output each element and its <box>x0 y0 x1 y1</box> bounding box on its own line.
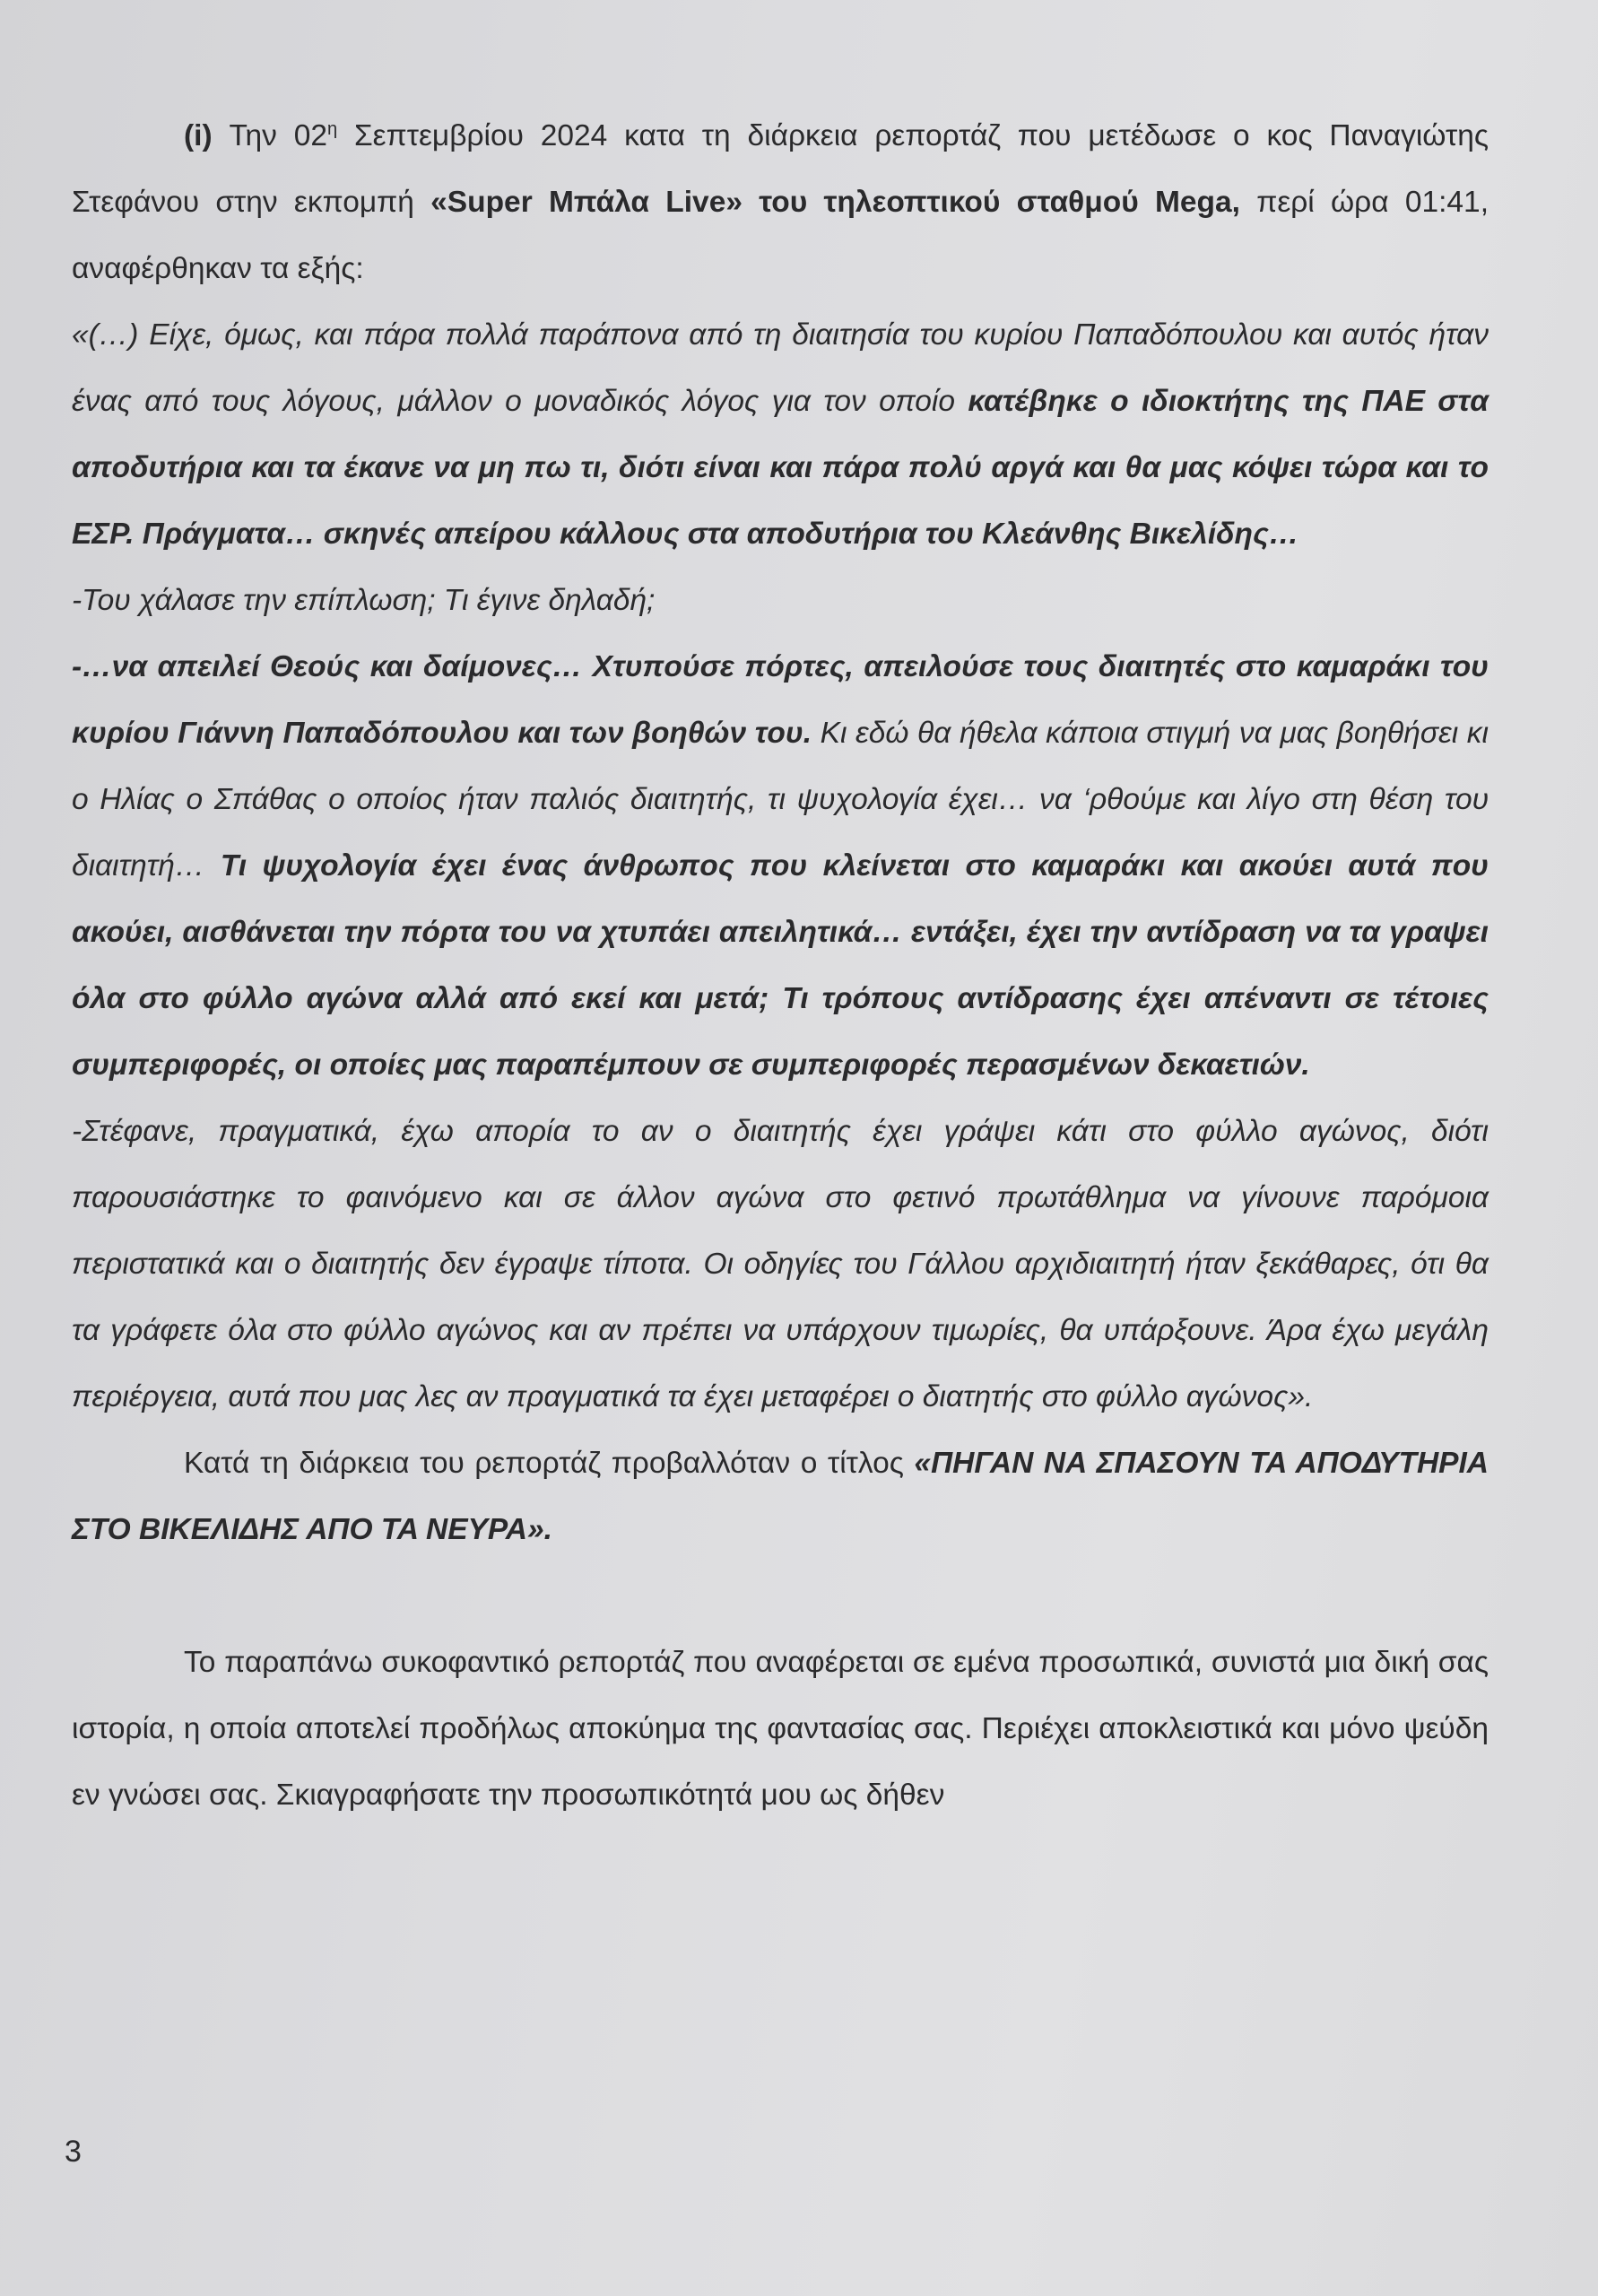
intro-text-b: Σεπτεμβρίου 2024 κατα τη διάρκεια ρεπορτάζ που μετέδωσε ο κος Παναγιώτης Στεφάνου στην εκπομπή <box>72 119 1489 219</box>
quote-paragraph-2 <box>72 568 1489 634</box>
broadcast-title: «ΠΗΓΑΝ ΝΑ ΣΠΑΣΟΥΝ ΤΑ ΑΠΟΔΥΤΗΡΙΑ ΣΤΟ ΒΙΚΕΛΙΔΗΣ ΑΠΟ ΤΑ ΝΕΥΡΑ». <box>72 1447 1489 1546</box>
quote-1-bold: κατέβηκε ο ιδιοκτήτης της ΠΑΕ στα αποδυτήρια και τα έκανε να μη πω τι, διότι είναι και πάρα πολύ αργά και θα μας κόψει τώρα και το ΕΣΡ. Πράγματα… σκηνές απείρου κάλλους στα αποδυτήρια του Κλεάνθης Βικελίδης… <box>72 385 1489 551</box>
closing-paragraph <box>72 1630 1489 1829</box>
quote-3-text: Κι εδώ θα ήθελα κάποια στιγμή να μας βοηθήσει κι ο Ηλίας ο Σπάθας ο οποίος ήταν παλιός διαιτητής, τι ψυχολογία έχει… να ‘ρθούμε και λίγο στη θέση του διαιτητή… <box>72 717 1489 883</box>
closing-text: Το παραπάνω συκοφαντικό ρεπορτάζ που αναφέρεται σε εμένα προσωπικά, συνιστά μια δική σας ιστορία, η οποία αποτελεί προδήλως αποκύημα της φαντασίας σας. Περιέχει αποκλειστικά και μόνο ψεύδη εν γνώσει σας. Σκιαγραφήσατε την προσωπικότητά μου ως δήθεν <box>72 1646 1489 1812</box>
page-body <box>72 103 1489 1829</box>
quote-1-text: «(…) Είχε, όμως, και πάρα πολλά παράπονα από τη διαιτησία του κυρίου Παπαδόπουλου και αυτός ήταν ένας από τους λόγους, μάλλον ο μοναδικός λόγος για τον οποίο <box>72 318 1489 418</box>
intro-paragraph <box>72 103 1489 302</box>
item-marker: (i) <box>184 119 213 152</box>
title-paragraph <box>72 1431 1489 1563</box>
quote-paragraph-3 <box>72 634 1489 1099</box>
quote-2-text: -Του χάλασε την επίπλωση; Τι έγινε δηλαδή; <box>72 584 656 617</box>
quote-paragraph-1 <box>72 302 1489 568</box>
ordinal-suffix: η <box>326 118 338 139</box>
page-number: 3 <box>65 2135 82 2169</box>
quote-3-bold-a: -…να απειλεί Θεούς και δαίμονες… Χτυπούσε πόρτες, απειλούσε τους διαιτητές στο καμαράκι του κυρίου Γιάννη Παπαδόπουλου και των βοηθών του. <box>72 650 1489 750</box>
quote-4-text: -Στέφανε, πραγματικά, έχω απορία το αν ο διαιτητής έχει γράψει κάτι στο φύλλο αγώνος, διότι παρουσιάστηκε το φαινόμενο και σε άλλον αγώνα στο φετινό πρωτάθλημα να γίνουνε παρόμοια περιστατικά και ο διαιτητής δεν έγραψε τίποτα. Οι οδηγίες του Γάλλου αρχιδιαιτητή ήταν ξεκάθαρες, ότι θα τα γράφετε όλα στο φύλλο αγώνος και αν πρέπει να υπάρχουν τιμωρίες, θα υπάρξουνε. Άρα έχω μεγάλη περιέργεια, αυτά που μας λες αν πραγματικά τα έχει μεταφέρει ο διατητής στο φύλλο αγώνος». <box>72 1115 1489 1413</box>
title-intro: Κατά τη διάρκεια του ρεπορτάζ προβαλλόταν ο τίτλος <box>184 1447 915 1480</box>
quote-3-bold-b: Τι ψυχολογία έχει ένας άνθρωπος που κλείνεται στο καμαράκι και ακούει αυτά που ακούει, αισθάνεται την πόρτα του να χτυπάει απειλητικά… εντάξει, έχει την αντίδραση να τα γραψει όλα στο φύλλο αγώνα αλλά από εκεί και μετά; Τι τρόπους αντίδρασης έχει απέναντι σε τέτοιες συμπεριφορές, οι οποίες μας παραπέμπουν σε συμπεριφορές περασμένων δεκαετιών. <box>72 849 1489 1082</box>
quote-paragraph-4 <box>72 1099 1489 1431</box>
paragraph-gap <box>72 1563 1489 1630</box>
intro-text-c: περί ώρα 01:41, αναφέρθηκαν τα εξής: <box>72 186 1489 285</box>
show-name: «Super Μπάλα Live» του τηλεοπτικού σταθμού Mega, <box>430 186 1240 219</box>
intro-text-a: Την 02 <box>212 119 327 152</box>
